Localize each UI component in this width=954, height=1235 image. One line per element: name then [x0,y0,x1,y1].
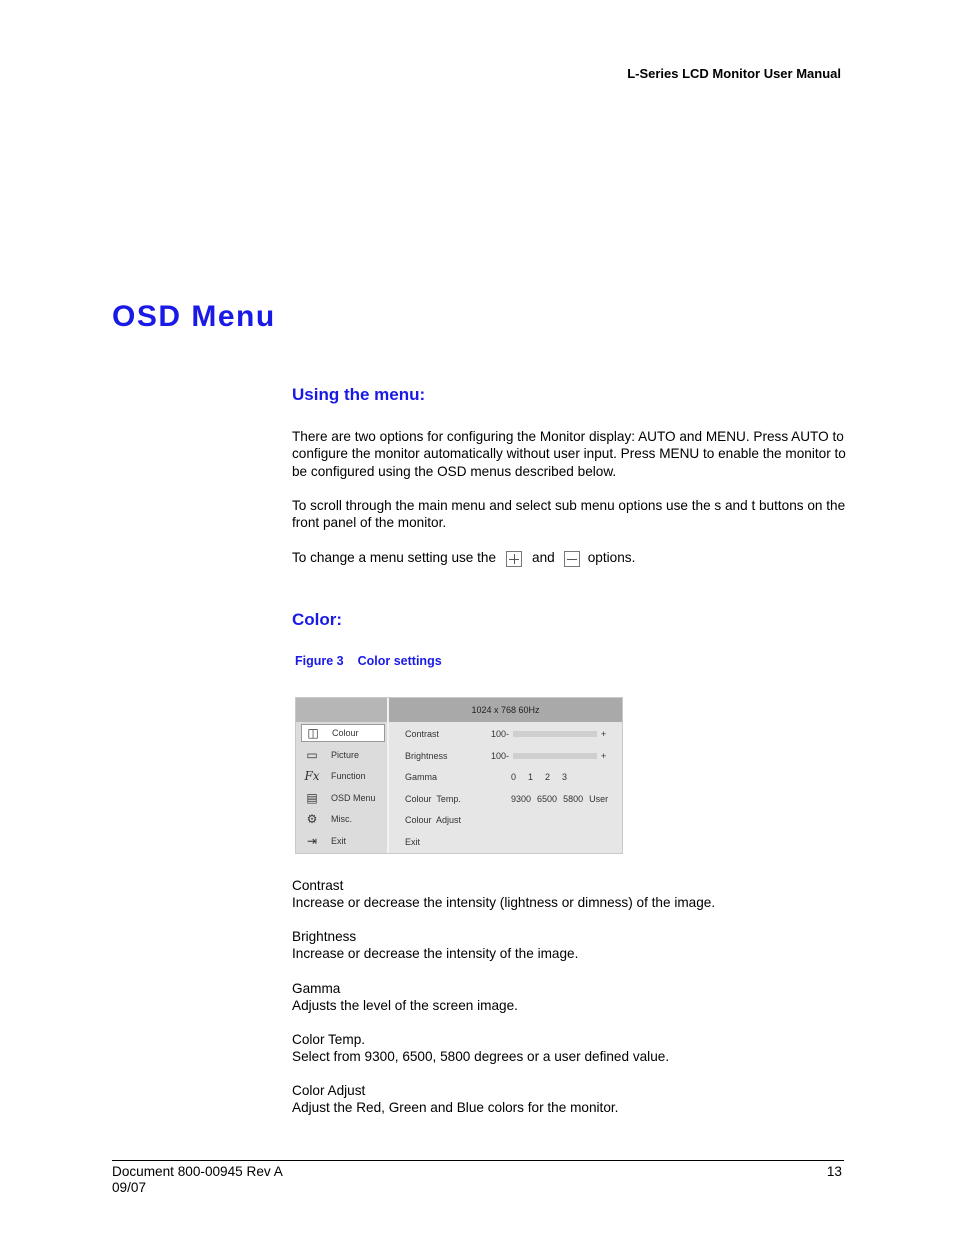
plus-box-icon [506,551,522,567]
desc-term: Brightness [292,929,357,944]
osd-resolution-bar: 1024 x 768 60Hz [389,698,622,722]
footer-doc-info [112,1164,283,1195]
scroll-paragraph-text: To scroll through the main menu and select sub menu options use the s and t buttons on the front panel of the monitor. [292,498,846,531]
osd-exit-label: Exit [405,837,421,847]
osd-contrast-slider [513,731,597,737]
desc-term: Contrast [292,878,344,893]
desc-gamma [292,980,518,1015]
section-heading-color: Color: [292,610,343,629]
desc-color-adjust [292,1082,618,1117]
change-prefix: To change a menu setting use the [292,549,497,565]
osd-contrast-plus: + [601,729,607,739]
osd-colour-temp-option: 6500 [537,794,558,804]
osd-row-gamma [405,770,616,784]
osd-menu-item-label: Picture [331,750,360,760]
osd-gamma-option: 2 [545,772,551,782]
osd-colour-temp-option: 9300 [511,794,532,804]
page-number: 13 [826,1164,842,1179]
change-setting-line [292,549,635,565]
osd-brightness-label: Brightness [405,751,448,761]
osd-row-contrast [405,727,616,741]
scroll-paragraph [292,497,847,532]
osd-contrast-label: Contrast [405,729,440,739]
osd-gamma-label: Gamma [405,772,438,782]
footer-divider [112,1160,844,1161]
osd-brightness-plus: + [601,751,607,761]
section-heading-using-menu: Using the menu: [292,385,426,404]
desc-text: Increase or decrease the intensity (lightness or dimness) of the image. [292,895,716,911]
desc-text: Increase or decrease the intensity of the image. [292,946,579,962]
osd-brightness-slider [513,753,597,759]
osd-gamma-option: 3 [562,772,568,782]
osd-colour-temp-option: User [589,794,609,804]
figure-title: Color settings [357,654,442,668]
osd-contrast-value: 100- [491,729,510,739]
osd-main-menu [296,698,389,853]
osd-gamma-option: 1 [528,772,534,782]
osd-colour-temp-label: Colour Temp. [405,794,461,804]
osd-submenu-panel [389,698,622,853]
osd-colour-temp-option: 5800 [563,794,584,804]
osd-gamma-option: 0 [511,772,517,782]
osd-menu-icon: ▤ [306,791,318,805]
osd-menu-item-label: OSD Menu [331,793,376,803]
footer-date: 09/07 [112,1179,147,1195]
desc-text: Adjusts the level of the screen image. [292,998,518,1014]
minus-box-icon [564,551,580,567]
osd-menu-item-label: Function [331,771,366,781]
desc-text: Adjust the Red, Green and Blue colors for the monitor. [292,1100,619,1116]
exit-icon: ⇥ [306,834,318,848]
desc-text: Select from 9300, 6500, 5800 degrees or a user defined value. [292,1049,670,1065]
osd-menu-item-misc [301,810,385,828]
osd-menu-item-picture [301,746,385,764]
osd-row-exit [405,835,616,849]
desc-term: Gamma [292,981,341,996]
osd-row-brightness [405,749,616,763]
misc-icon: ⚙ [306,812,318,826]
osd-colour-adjust-label: Colour Adjust [405,815,462,825]
desc-term: Color Adjust [292,1083,366,1098]
osd-colour-temp-options [511,794,614,804]
change-and: and [532,549,555,565]
picture-icon: ▭ [306,748,318,762]
osd-menu-item-label: Exit [331,836,347,846]
change-suffix: options. [587,549,636,565]
osd-row-colour-adjust [405,813,616,827]
osd-brightness-value: 100- [491,751,510,761]
osd-menu-item-label: Colour [332,728,359,738]
osd-menu-item-label: Misc. [331,814,352,824]
osd-menu-item-osd-menu [301,789,385,807]
intro-paragraph [292,428,847,480]
intro-paragraph-text: There are two options for configuring the Monitor display: AUTO and MENU. Press AUTO to configure the monitor automatically without user input. Press MENU to enable the monitor to be configured using the OSD menus described below. [292,429,846,479]
function-icon: Fx [304,769,320,783]
osd-figure [295,697,623,854]
colour-icon: ◫ [307,726,319,740]
running-header: L-Series LCD Monitor User Manual [627,66,841,81]
osd-menu-item-colour [301,724,385,742]
figure-number: Figure 3 [295,654,344,668]
osd-menu-item-function [301,767,385,785]
desc-term: Color Temp. [292,1032,366,1047]
footer-document: Document 800-00945 Rev A [112,1164,283,1179]
osd-menu-item-exit [301,832,385,850]
desc-color-temp [292,1031,669,1066]
desc-contrast [292,877,715,912]
desc-brightness [292,928,578,963]
osd-row-colour-temp [405,792,616,806]
osd-gamma-options [511,772,579,782]
figure-caption [295,654,442,668]
page-title: OSD Menu [112,300,276,333]
